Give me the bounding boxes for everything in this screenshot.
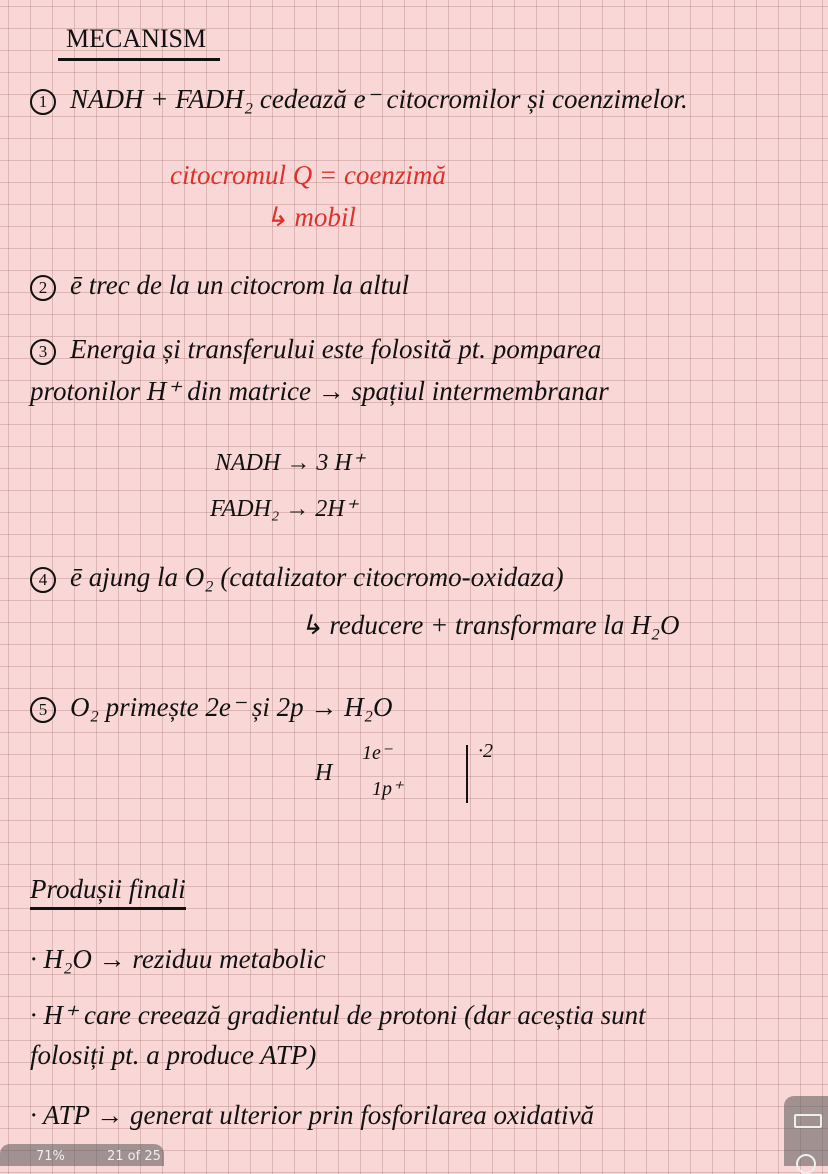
equation-nadh: NADH → 3 H⁺ <box>215 450 365 476</box>
hydrogen-multiplier: ·2 <box>478 740 493 762</box>
red-note-1: citocromul Q = coenzimă <box>170 160 446 190</box>
circle-icon[interactable] <box>796 1154 816 1174</box>
step-text: NADH + FADH₂ cedează e⁻ citocromilor și coenzimelor. <box>70 84 688 114</box>
hydrogen-proton: 1p⁺ <box>372 778 403 800</box>
zoom-level: 71% <box>36 1149 65 1164</box>
product-item: · H⁺ care creează gradientul de protoni (dar aceștia sunt <box>30 1000 646 1030</box>
page-indicator: 21 of 25 <box>107 1149 161 1164</box>
bracket-bar <box>466 745 468 803</box>
step-text: ē ajung la O₂ (catalizator citocromo-oxidaza) <box>70 562 564 592</box>
step-5 <box>30 692 393 723</box>
product-item-cont: folosiți pt. a produce ATP) <box>30 1040 317 1070</box>
step-number: 2 <box>30 275 56 301</box>
step-4-cont: ↳ reducere + transformare la H₂O <box>300 610 680 640</box>
step-1 <box>30 84 688 115</box>
step-text: O₂ primește 2e⁻ și 2p → H₂O <box>70 692 393 722</box>
step-3-cont: protonilor H⁺ din matrice → spațiul intermembranar <box>30 376 609 406</box>
product-item: · ATP → generat ulterior prin fosforilarea oxidativă <box>30 1100 594 1130</box>
step-number: 3 <box>30 339 56 365</box>
step-number: 4 <box>30 567 56 593</box>
equation-fadh2: FADH₂ → 2H⁺ <box>210 496 358 522</box>
step-4 <box>30 562 564 593</box>
hydrogen-electron: 1e⁻ <box>362 742 392 764</box>
step-3 <box>30 334 601 365</box>
step-number: 1 <box>30 89 56 115</box>
side-toolbar <box>784 1096 828 1166</box>
step-text: Energia și transferului este folosită pt. pomparea <box>70 334 602 364</box>
page-status-bar <box>0 1144 164 1166</box>
products-heading: Produșii finali <box>30 874 186 910</box>
red-note-2: ↳ mobil <box>265 202 356 232</box>
product-item: · H₂O → reziduu metabolic <box>30 944 326 974</box>
step-text: ē trec de la un citocrom la altul <box>70 270 410 300</box>
ruler-icon[interactable] <box>794 1114 822 1128</box>
step-number: 5 <box>30 697 56 723</box>
step-2 <box>30 270 409 301</box>
page-heading: MECANISM <box>58 24 220 61</box>
hydrogen-symbol: H <box>315 760 333 786</box>
